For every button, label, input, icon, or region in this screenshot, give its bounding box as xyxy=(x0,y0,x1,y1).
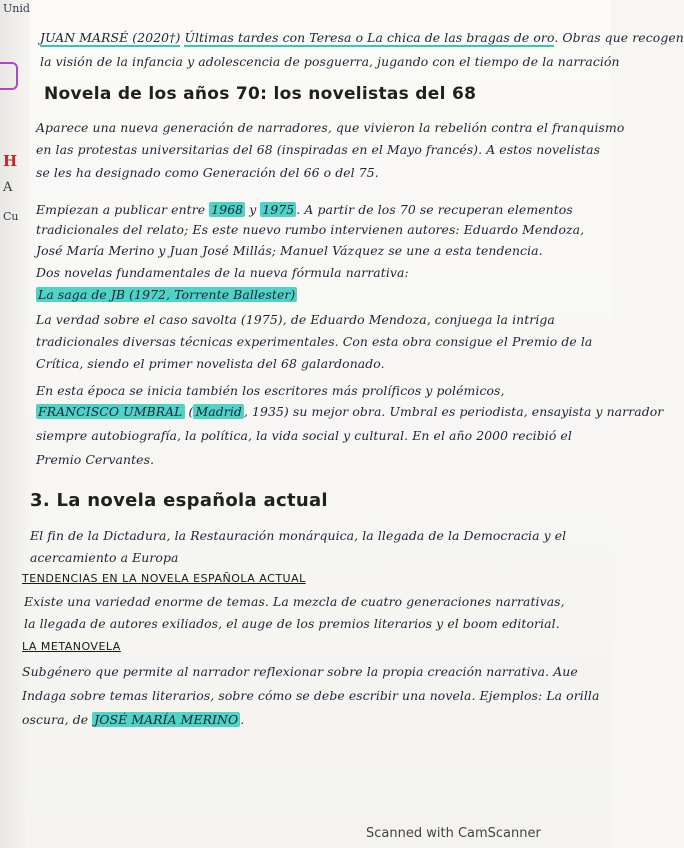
scanner-watermark: Scanned with CamScanner xyxy=(366,826,541,841)
text-fragment: oscura, de xyxy=(22,712,93,727)
paragraph-line: Existe una variedad enorme de temas. La mezcla de cuatro generaciones narrativas, xyxy=(24,594,565,609)
subheading-tendencias: TENDENCIAS EN LA NOVELA ESPAÑOLA ACTUAL xyxy=(22,572,306,585)
paragraph-line xyxy=(22,712,244,728)
paragraph-line: Premio Cervantes. xyxy=(36,452,155,467)
paragraph-line: El fin de la Dictadura, la Restauración monárquica, la llegada de la Democracia y el xyxy=(30,528,567,543)
year-highlight: 1975 xyxy=(262,202,295,217)
edge-letter-a: A xyxy=(3,180,13,195)
edge-bracket-mark xyxy=(0,62,18,90)
place-highlight: Madrid xyxy=(195,404,242,419)
paragraph-line: se les ha designado como Generación del 66 o del 75. xyxy=(36,165,379,180)
paragraph-line: tradicionales diversas técnicas experimentales. Con esta obra consigue el Premio de la xyxy=(36,334,593,349)
paragraph-line: Crítica, siendo el primer novelista del 68 galardonado. xyxy=(36,356,385,371)
edge-letter-h: H xyxy=(3,152,18,170)
paragraph-line: siempre autobiografía, la política, la vida social y cultural. En el año 2000 recibió el xyxy=(36,428,572,443)
text-line: la visión de la infancia y adolescencia de posguerra, jugando con el tiempo de la narración xyxy=(40,54,620,69)
paragraph-line xyxy=(36,202,573,218)
section-heading-current: 3. La novela española actual xyxy=(30,490,328,511)
paragraph-line xyxy=(36,383,505,399)
text-fragment: . xyxy=(240,712,245,727)
text-fragment: , 1935) su mejor obra. Umbral es periodista, ensayista y narrador xyxy=(243,404,664,419)
paragraph-line: Indaga sobre temas literarios, sobre cómo se debe escribir una novela. Ejemplos: La orilla xyxy=(22,688,600,703)
paragraph-line: acercamiento a Europa xyxy=(30,550,179,565)
author-merino: JOSÉ MARÍA MERINO xyxy=(94,712,239,727)
year-highlight: 1968 xyxy=(211,202,244,217)
header-line xyxy=(40,30,684,46)
paragraph-line: tradicionales del relato; Es este nuevo rumbo intervienen autores: Eduardo Mendoza, xyxy=(36,222,585,237)
edge-letter-cu: Cu xyxy=(3,210,19,223)
section-heading-70s: Novela de los años 70: los novelistas del 68 xyxy=(44,84,477,104)
paragraph-line xyxy=(36,287,297,303)
author-umbral: FRANCISCO UMBRAL xyxy=(38,404,183,419)
paragraph-line: Dos novelas fundamentales de la nueva fórmula narrativa: xyxy=(36,265,409,280)
text-fragment: y xyxy=(245,202,261,217)
paragraph-line: José María Merino y Juan José Millás; Manuel Vázquez se une a esta tendencia. xyxy=(36,243,543,258)
works-highlight: La saga de JB (1972, Torrente Ballester) xyxy=(38,287,296,302)
paragraph-line: Subgénero que permite al narrador reflexionar sobre la propia creación narrativa. Aue xyxy=(22,664,578,679)
work-title-marse: Últimas tardes con Teresa o La chica de las bragas de oro xyxy=(184,30,555,45)
subheading-metanovela: LA METANOVELA xyxy=(22,640,121,653)
paragraph-line: en las protestas universitarias del 68 (inspiradas en el Mayo francés). A estos novelistas xyxy=(36,142,601,157)
paragraph-line: La verdad sobre el caso savolta (1975), de Eduardo Mendoza, conjuega la intriga xyxy=(36,312,555,327)
text-fragment: Empiezan a publicar entre xyxy=(36,202,210,217)
paragraph-line: Aparece una nueva generación de narradores, que vivieron la rebelión contra el franquismo xyxy=(36,120,625,135)
paragraph-line: la llegada de autores exiliados, el auge de los premios literarios y el boom editorial. xyxy=(24,616,560,631)
text-fragment: En esta época se inicia también los escritores más prolíficos y polémicos, xyxy=(36,383,505,398)
author-juan-marse: JUAN MARSÉ (2020†) xyxy=(40,30,181,45)
paragraph-line: FRANCISCO UMBRAL ( Madrid , 1935) su mejor obra. Umbral es periodista, ensayista y narrador xyxy=(38,404,664,419)
edge-fragment: Unid xyxy=(3,2,30,15)
header-line-rest: . Obras que recogen xyxy=(554,30,684,45)
text-fragment: . A partir de los 70 se recuperan elementos xyxy=(296,202,573,217)
